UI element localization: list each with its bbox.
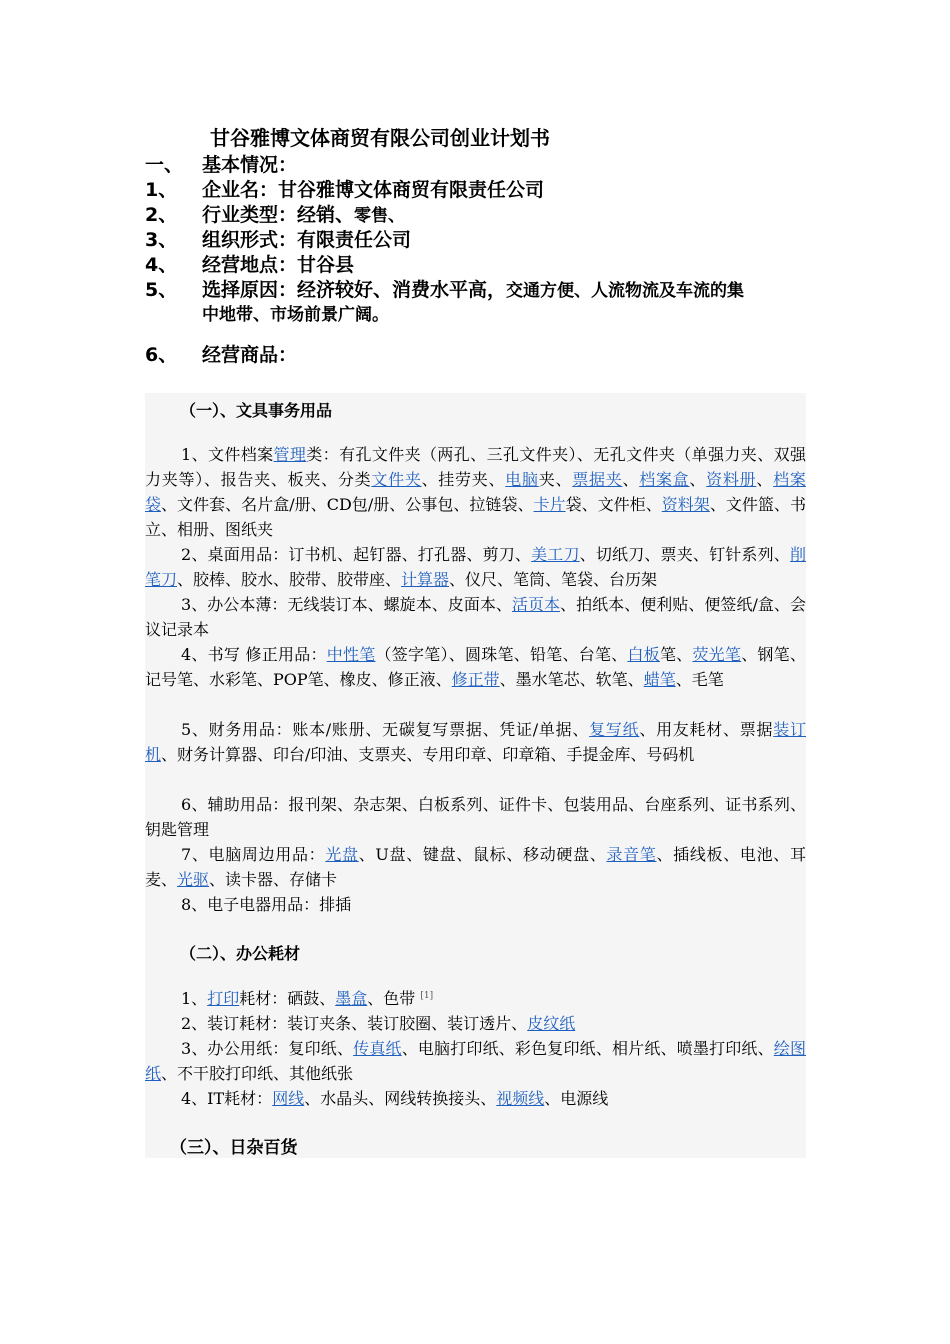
hyperlink[interactable]: 电脑 <box>505 470 539 489</box>
text-run: 3、办公用纸：复印纸、 <box>181 1039 354 1058</box>
text-run: 、插线板、电池、耳麦、 <box>145 845 806 889</box>
hyperlink[interactable]: 计算器 <box>401 570 450 589</box>
hyperlink[interactable]: 活页本 <box>511 595 561 614</box>
hyperlink[interactable]: 复写纸 <box>589 720 640 739</box>
text-run: 、用友耗材、票据 <box>639 720 774 739</box>
text-run: 4、IT耗材： <box>181 1089 273 1108</box>
item-label: 企业名：甘谷雅博文体商贸有限责任公司 <box>202 179 545 201</box>
text-run: 、挂劳夹、 <box>421 470 506 489</box>
text-run: 、毛笔 <box>675 670 724 689</box>
hyperlink[interactable]: 修正带 <box>451 670 500 689</box>
hyperlink[interactable]: 文件夹 <box>371 470 422 489</box>
paragraph-2 <box>145 542 806 592</box>
heading-basic-num: 一、 <box>145 154 184 176</box>
text-run: 1、 <box>181 989 208 1008</box>
paragraph-3 <box>145 592 806 642</box>
text-run: 、切纸刀、票夹、钉针系列、 <box>579 545 790 564</box>
footnote-ref[interactable]: [1] <box>420 991 434 1001</box>
text-run: （签字笔）、圆珠笔、铅笔、台笔、 <box>375 645 628 664</box>
heading-basic-label: 基本情况： <box>202 154 298 176</box>
text-run: 4、书写 修正用品： <box>181 645 327 664</box>
hyperlink[interactable]: 装订机 <box>145 720 806 764</box>
text-run: 8、电子电器用品：排插 <box>181 895 352 914</box>
text-run: 、色带 <box>367 989 421 1008</box>
hyperlink[interactable]: 蜡笔 <box>643 670 676 689</box>
hyperlink[interactable]: 光驱 <box>177 870 210 889</box>
hyperlink[interactable]: 档案盒 <box>639 470 690 489</box>
item-num: 5、 <box>145 279 178 301</box>
text-run: 、电源线 <box>544 1089 609 1108</box>
paragraph-5 <box>145 717 806 767</box>
hyperlink[interactable]: 打印 <box>207 989 240 1008</box>
hyperlink[interactable]: 传真纸 <box>353 1039 402 1058</box>
item-num: 3、 <box>145 229 178 251</box>
text-run: 夹、 <box>538 470 573 489</box>
text-run: 笔、 <box>659 645 693 664</box>
text-run: 、拍纸本、便利贴、便签纸/盒、会议记录本 <box>145 595 806 639</box>
hyperlink[interactable]: 墨盒 <box>335 989 368 1008</box>
hyperlink[interactable]: 资料架 <box>661 495 710 514</box>
paragraph-1 <box>145 442 806 542</box>
hyperlink[interactable]: 录音笔 <box>606 845 657 864</box>
text-run: 耗材：硒鼓、 <box>239 989 336 1008</box>
paragraph-8 <box>145 892 806 917</box>
page-title: 甘谷雅博文体商贸有限公司创业计划书 <box>210 126 550 150</box>
hyperlink[interactable]: 白板 <box>627 645 660 664</box>
hyperlink[interactable]: 美工刀 <box>531 545 580 564</box>
section-heading-consumables: （二）、办公耗材 <box>180 944 301 963</box>
section-heading-stationery: （一）、文具事务用品 <box>180 401 333 420</box>
hyperlink[interactable]: 资料册 <box>706 470 757 489</box>
hyperlink[interactable]: 档案袋 <box>145 470 806 514</box>
hyperlink[interactable]: 卡片 <box>533 495 566 514</box>
hyperlink[interactable]: 网线 <box>272 1089 305 1108</box>
item-num: 2、 <box>145 204 178 226</box>
item-label: 经营地点：甘谷县 <box>202 254 355 276</box>
paragraph-4 <box>145 642 806 692</box>
hyperlink[interactable]: 削笔刀 <box>145 545 806 589</box>
paragraph-consumables-4 <box>145 1086 806 1111</box>
paragraph-consumables-1 <box>145 986 806 1011</box>
text-run: 、电脑打印纸、彩色复印纸、相片纸、喷墨打印纸、 <box>401 1039 774 1058</box>
text-run: 2、桌面用品：订书机、起钉器、打孔器、剪刀、 <box>181 545 532 564</box>
text-run: 7、电脑周边用品： <box>181 845 326 864</box>
text-run: 袋、文件柜、 <box>565 495 662 514</box>
paragraph-consumables-2 <box>145 1011 806 1036</box>
text-run: 、读卡器、存储卡 <box>209 870 338 889</box>
text-run: 、 <box>756 470 774 489</box>
item-num: 6、 <box>145 344 178 366</box>
hyperlink[interactable]: 光盘 <box>325 845 359 864</box>
item-label-small: 交通方便、人流物流及车流的集 <box>506 281 745 301</box>
text-run: 、 <box>622 470 640 489</box>
paragraph-7 <box>145 842 806 892</box>
text-run: 、钢笔、记号笔、水彩笔、POP笔、橡皮、修正液、 <box>145 645 806 689</box>
item-num: 1、 <box>145 179 178 201</box>
hyperlink[interactable]: 中性笔 <box>326 645 376 664</box>
paragraph-6 <box>145 792 806 842</box>
hyperlink[interactable]: 荧光笔 <box>692 645 742 664</box>
hyperlink[interactable]: 管理 <box>273 445 307 464</box>
item-label: 经营商品： <box>202 344 298 366</box>
text-run: 、仪尺、笔筒、笔袋、台历架 <box>449 570 658 589</box>
text-run: 、 <box>689 470 707 489</box>
hyperlink[interactable]: 票据夹 <box>572 470 623 489</box>
section-heading-groceries: （三）、日杂百货 <box>170 1138 298 1158</box>
text-run: 、墨水笔芯、软笔、 <box>499 670 644 689</box>
paragraph-consumables-3 <box>145 1036 806 1086</box>
text-run: 、胶棒、胶水、胶带、胶带座、 <box>177 570 402 589</box>
item-num: 4、 <box>145 254 178 276</box>
text-run: 、水晶头、网线转换接头、 <box>304 1089 497 1108</box>
text-run: 、财务计算器、印台/印油、支票夹、专用印章、印章箱、手提金库、号码机 <box>161 745 695 764</box>
hyperlink[interactable]: 视频线 <box>496 1089 545 1108</box>
text-run: 、文件套、名片盒/册、CD包/册、公事包、拉链袋、 <box>161 495 534 514</box>
text-run: 3、办公本薄：无线装订本、螺旋本、皮面本、 <box>181 595 512 614</box>
hyperlink[interactable]: 绘图纸 <box>145 1039 806 1083</box>
text-run: 1、文件档案 <box>181 445 274 464</box>
item-label: 组织形式：有限责任公司 <box>202 229 412 251</box>
text-run: 类：有孔文件夹（两孔、三孔文件夹）、无孔文件夹（单强力夹、双强力夹等）、报告夹、板夹、分类 <box>145 445 806 489</box>
text-run: 6、辅助用品：报刊架、杂志架、白板系列、证件卡、包装用品、台座系列、证书系列、钥匙管理 <box>145 795 806 839</box>
item-label-small: 零售、 <box>354 206 406 226</box>
item-label: 行业类型：经销、 <box>202 204 355 226</box>
text-run: 、U盘、键盘、鼠标、移动硬盘、 <box>358 845 607 864</box>
text-run: 5、财务用品：账本/账册、无碳复写票据、凭证/单据、 <box>181 720 590 739</box>
hyperlink[interactable]: 皮纹纸 <box>527 1014 576 1033</box>
text-run: 、文件篮、书立、相册、图纸夹 <box>145 495 806 539</box>
item-5-continued: 中地带、市场前景广阔。 <box>202 305 389 325</box>
text-run: 2、装订耗材：装订夹条、装订胶圈、装订透片、 <box>181 1014 528 1033</box>
text-run: 、不干胶打印纸、其他纸张 <box>161 1064 354 1083</box>
item-label: 选择原因：经济较好、消费水平高， <box>202 279 507 301</box>
